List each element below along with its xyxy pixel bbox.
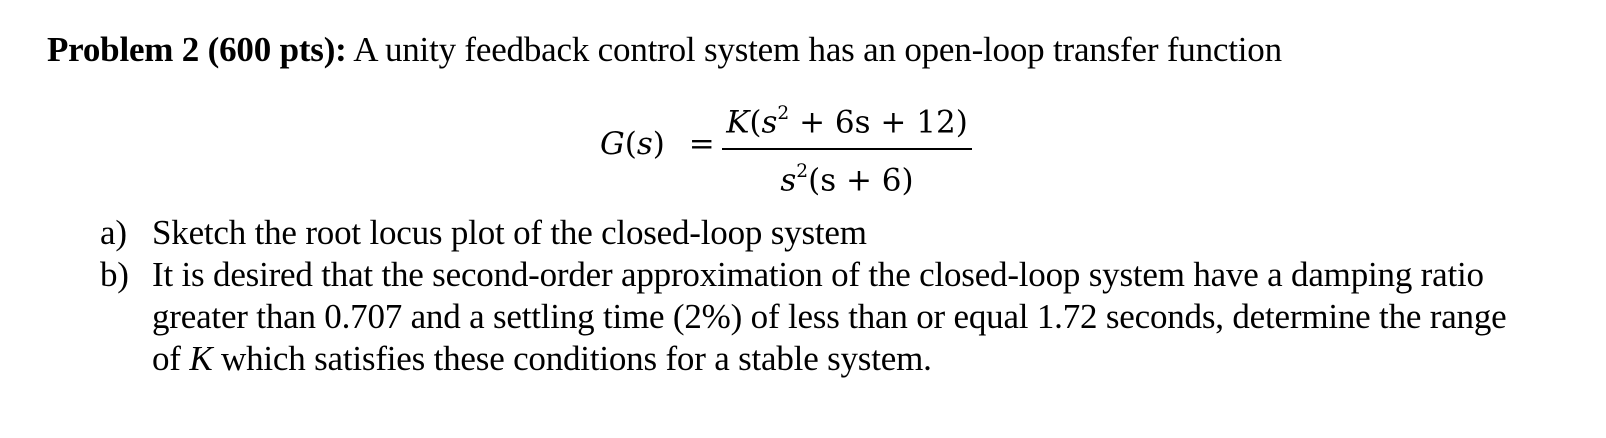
denominator-s: s [780,162,797,199]
denominator-rest: (s + 6) [808,162,914,199]
lhs-function: G [600,126,625,162]
problem-intro-text: A unity feedback control system has an open-loop transfer function [346,30,1282,69]
numerator-exponent: 2 [777,103,790,125]
part-a-label: a) [100,213,127,252]
part-a-text [152,212,1532,254]
fraction-denominator [722,154,972,200]
part-a-line: Sketch the root locus plot of the closed-loop system [152,213,867,252]
part-b-line-3-pre: of [152,339,190,378]
fraction-bar [722,148,972,150]
part-b-line-3-post: which satisfies these conditions for a stable system. [212,339,932,378]
part-b-line-2: greater than 0.707 and a settling time (2%) of less than or equal 1.72 seconds, determine the range [152,297,1507,336]
problem-parts [100,212,1532,380]
fraction-numerator: $K(s^2 + 6s + 12)$ [726,103,968,141]
equation-lhs: G(s) = [600,126,715,162]
part-a [100,212,1532,254]
gain-variable: K [189,339,213,378]
denominator-exponent: 2 [796,161,809,183]
part-b [100,254,1532,380]
part-b-line-3 [152,338,1532,380]
equals-sign: = [688,126,715,162]
lhs-argument: s [636,126,653,162]
equation-fraction [722,96,972,201]
part-b-text [152,254,1532,380]
numerator-rest: + 6s + 12) [789,104,968,141]
numerator-s: s [761,104,778,141]
numerator-gain: K [726,104,750,141]
problem-heading: Problem 2 (600 pts): [47,30,347,69]
part-b-line-1: It is desired that the second-order approximation of the closed-loop system have a damping ratio [152,255,1484,294]
problem-statement [47,28,1282,72]
transfer-function-equation [600,96,1000,199]
part-b-label: b) [100,255,129,294]
